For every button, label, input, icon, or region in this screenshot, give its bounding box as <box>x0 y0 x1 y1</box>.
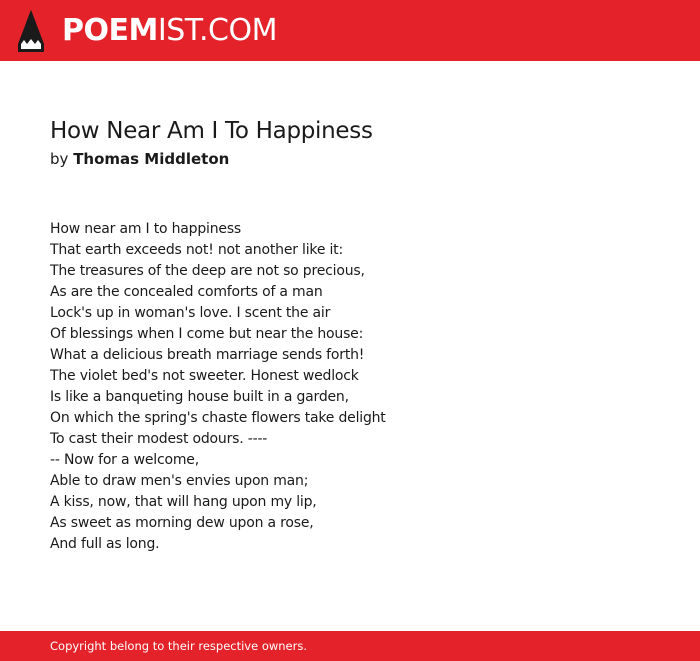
poem-line: Is like a banqueting house built in a garden, <box>50 389 349 405</box>
poem-byline <box>50 149 229 169</box>
poem-line: And full as long. <box>50 536 160 552</box>
poem-body <box>50 219 386 555</box>
poem-title: How Near Am I To Happiness <box>50 118 373 144</box>
poem-line: On which the spring's chaste flowers take delight <box>50 410 386 426</box>
poem-line: As are the concealed comforts of a man <box>50 284 323 300</box>
poem-line: How near am I to happiness <box>50 221 242 237</box>
poem-line: Of blessings when I come but near the house: <box>50 326 364 342</box>
poem-line: What a delicious breath marriage sends forth! <box>50 347 365 363</box>
logo-text-bold: POEM <box>62 13 158 48</box>
poem-line: Lock's up in woman's love. I scent the air <box>50 305 331 321</box>
site-header <box>0 0 700 61</box>
poem-line: That earth exceeds not! not another like it: <box>50 242 343 258</box>
logo-text-light: IST.COM <box>157 13 277 48</box>
site-logo[interactable] <box>62 13 277 49</box>
poem-line: The treasures of the deep are not so precious, <box>50 263 365 279</box>
poem-line: To cast their modest odours. ---- <box>50 431 268 447</box>
by-label: by <box>50 150 69 168</box>
pencil-icon[interactable] <box>18 10 44 52</box>
poem-line: Able to draw men's envies upon man; <box>50 473 309 489</box>
poem-line: The violet bed's not sweeter. Honest wedlock <box>50 368 359 384</box>
poem-author: Thomas Middleton <box>73 150 230 168</box>
site-footer <box>0 631 700 661</box>
poem-line: A kiss, now, that will hang upon my lip, <box>50 494 317 510</box>
copyright-text: Copyright belong to their respective owners. <box>50 639 308 653</box>
poem-line: As sweet as morning dew upon a rose, <box>50 515 314 531</box>
poem-line: -- Now for a welcome, <box>50 452 199 468</box>
